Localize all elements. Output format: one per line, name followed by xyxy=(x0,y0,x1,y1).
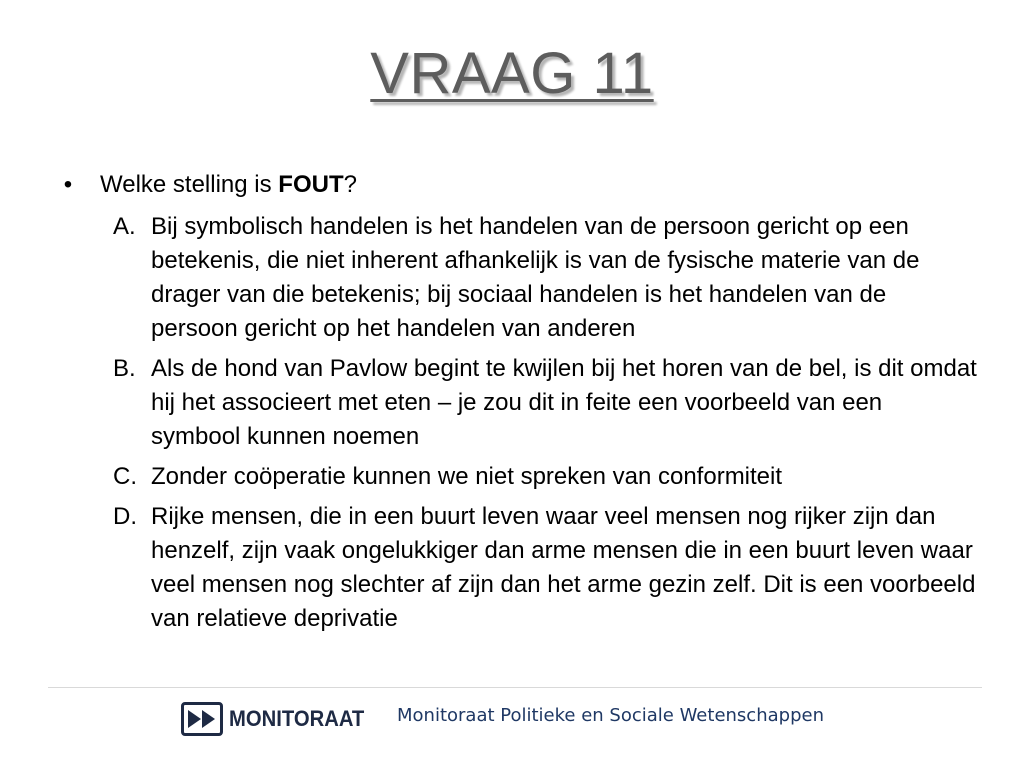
option-c xyxy=(58,460,978,494)
question-emphasis: FOUT xyxy=(278,171,344,198)
option-a-letter: A. xyxy=(113,213,136,240)
option-c-text: Zonder coöperatie kunnen we niet spreken van conformiteit xyxy=(151,463,783,490)
option-c-letter: C. xyxy=(113,463,137,490)
option-b-letter: B. xyxy=(113,355,136,382)
slide-content xyxy=(58,168,978,642)
bullet-icon: • xyxy=(63,171,73,198)
option-b-text: Als de hond van Pavlow begint te kwijlen bij het horen van de bel, is dit omdat hij het associeert met eten – je zou dit in feite een voorbeeld van een symbool kunnen noemen xyxy=(151,355,977,450)
fast-forward-icon xyxy=(181,702,223,736)
option-a-text: Bij symbolisch handelen is het handelen van de persoon gericht op een betekenis, die niet inherent afhankelijk is van de fysische materie van de drager van die betekenis; bij sociaal handelen is het handelen van de persoon gericht op het handelen van anderen xyxy=(151,213,920,342)
slide-title: VRAAG 11 xyxy=(370,41,654,106)
option-d-text: Rijke mensen, die in een buurt leven waar veel mensen nog rijker zijn dan henzelf, zijn vaak ongelukkiger dan arme mensen die in een buurt leven waar veel mensen nog slechter af zijn dan het arme gezin zelf. Dit is een voorbeeld van relatieve deprivatie xyxy=(151,503,976,632)
option-b xyxy=(58,352,978,454)
logo-text: MONITORAAT xyxy=(229,706,365,731)
option-d-letter: D. xyxy=(113,503,137,530)
question-prefix: Welke stelling is xyxy=(100,171,279,198)
option-a xyxy=(58,210,978,346)
answer-options xyxy=(58,210,978,636)
footer-divider xyxy=(48,687,982,688)
question-bullet xyxy=(58,168,978,204)
option-d xyxy=(58,500,978,636)
question-suffix: ? xyxy=(343,171,357,198)
monitoraat-logo xyxy=(181,700,376,738)
footer-text: Monitoraat Politieke en Sociale Wetenschappen xyxy=(397,705,824,726)
fast-forward-icon-svg xyxy=(187,709,217,729)
